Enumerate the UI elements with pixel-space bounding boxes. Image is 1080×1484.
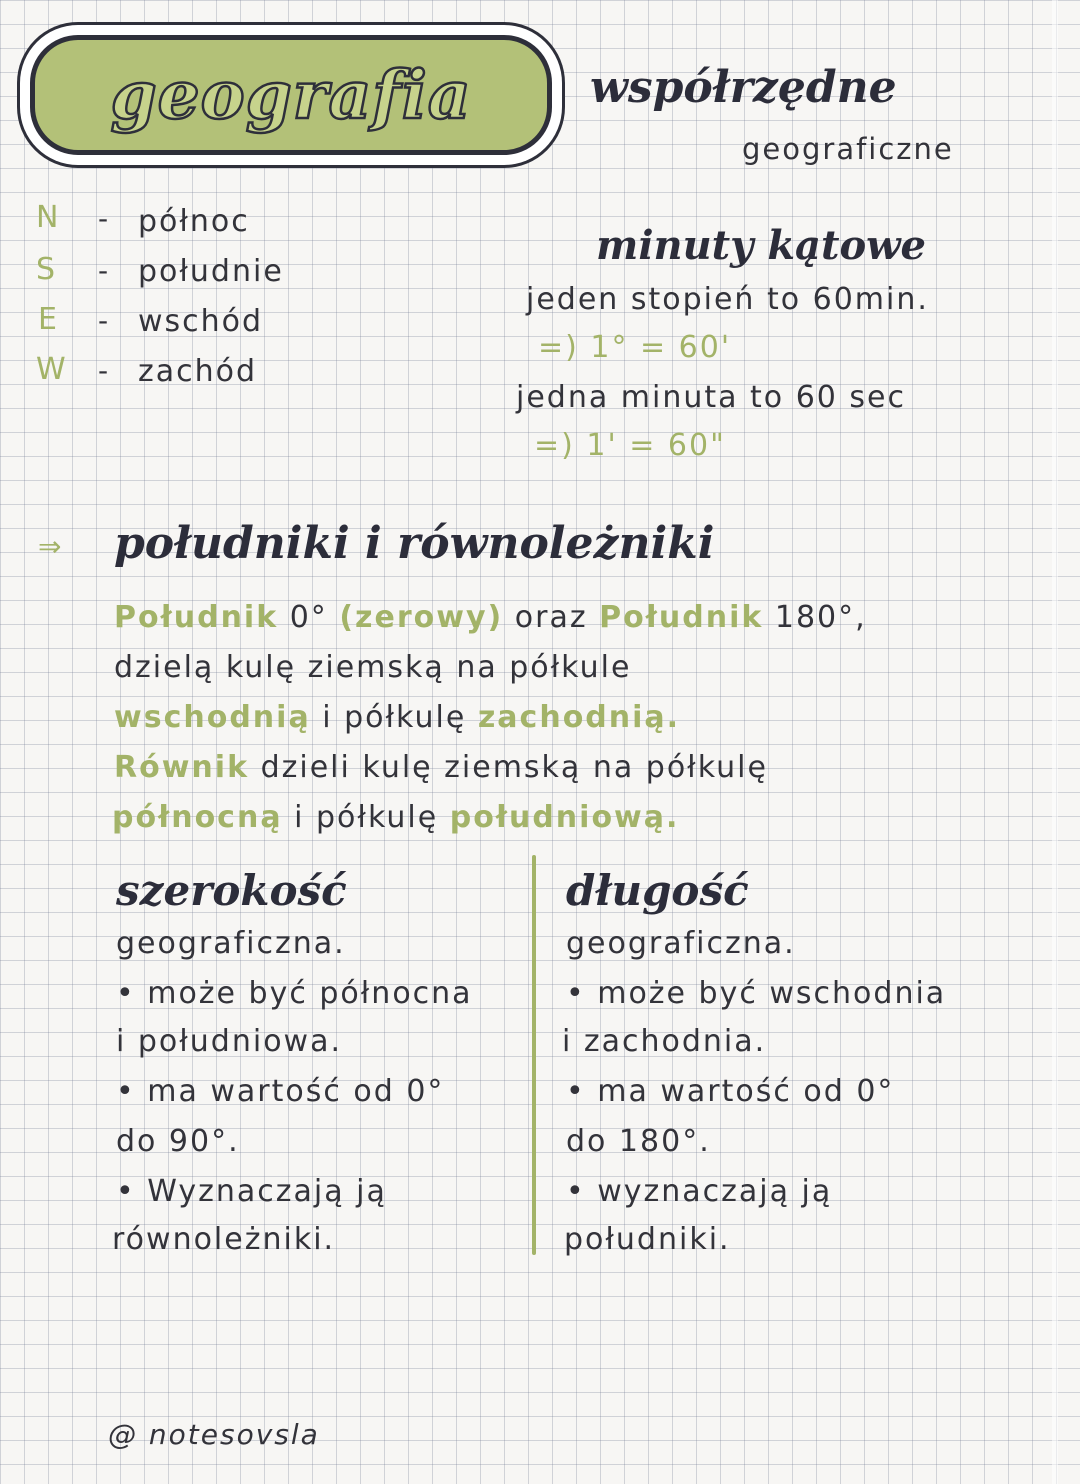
title-badge: [30, 35, 552, 155]
term-east: wschodnią: [114, 700, 311, 735]
longitude-line-6: • wyznaczają ją: [566, 1174, 833, 1209]
direction-dash: -: [98, 254, 109, 287]
longitude-line-3: i zachodnia.: [562, 1024, 767, 1059]
latitude-line-3: i południowa.: [116, 1024, 343, 1059]
direction-word: wschód: [138, 304, 264, 339]
conj-oraz: oraz: [514, 600, 588, 635]
direction-letter: N: [36, 200, 59, 235]
page-edge: [1052, 0, 1058, 1484]
term-west: zachodnią.: [477, 700, 681, 735]
text-half: i półkulę: [322, 700, 467, 735]
direction-word: zachód: [138, 354, 258, 389]
term-north: północną: [112, 800, 283, 835]
longitude-line-2: • może być wschodnia: [566, 976, 947, 1011]
term-zero: (zerowy): [339, 600, 504, 635]
latitude-heading: szerokość: [116, 866, 347, 915]
direction-item: [38, 302, 57, 337]
direction-dash: -: [98, 304, 109, 337]
meridian-zero: 0°: [289, 600, 328, 635]
meridians-heading: południki i równoleżniki: [114, 518, 715, 569]
term-meridian: Południk: [114, 600, 279, 635]
term-equator: Równik: [114, 750, 250, 785]
direction-item: [36, 352, 66, 387]
minutes-line-4: [534, 428, 726, 463]
direction-item: [36, 200, 58, 235]
direction-item: [36, 252, 55, 287]
meridian-180: 180°,: [774, 600, 867, 635]
minutes-line-3: jedna minuta to 60 sec: [516, 380, 906, 415]
direction-word: południe: [138, 254, 284, 289]
latitude-line-7: równoleżniki.: [112, 1222, 336, 1257]
direction-dash: -: [98, 202, 109, 235]
direction-word: północ: [138, 204, 250, 239]
minutes-heading: minuty kątowe: [596, 222, 926, 269]
coords-subheading: geograficzne: [742, 132, 954, 166]
meridians-line-5: [112, 800, 679, 835]
column-divider: [532, 855, 536, 1255]
term-meridian-2: Południk: [599, 600, 764, 635]
longitude-line-7: południki.: [564, 1222, 731, 1257]
equator-text: dzieli kulę ziemską na półkulę: [260, 750, 768, 785]
seconds-formula: =) 1' = 60": [534, 428, 726, 463]
direction-dash: -: [98, 354, 109, 387]
footer-credit: @ notesovsla: [108, 1418, 320, 1451]
coords-heading: współrzędne: [590, 62, 897, 113]
meridians-line-2: dzielą kulę ziemską na półkule: [114, 650, 632, 685]
text-hemisphere: półkulę: [316, 800, 439, 835]
arrow-icon: ⇒: [38, 530, 62, 563]
latitude-line-1: geograficzna.: [116, 926, 346, 961]
direction-letter: S: [36, 252, 56, 287]
minutes-line-2: [538, 330, 731, 365]
latitude-line-6: • Wyznaczają ją: [116, 1174, 387, 1209]
conj-i: i: [294, 800, 305, 835]
meridians-line-4: [114, 750, 768, 785]
minutes-formula: =) 1° = 60': [538, 330, 732, 365]
longitude-line-1: geograficzna.: [566, 926, 796, 961]
latitude-line-5: do 90°.: [116, 1124, 240, 1159]
minutes-line-1: jeden stopień to 60min.: [526, 282, 929, 317]
longitude-line-4: • ma wartość od 0°: [566, 1074, 895, 1109]
longitude-line-5: do 180°.: [566, 1124, 711, 1159]
latitude-line-2: • może być północna: [116, 976, 473, 1011]
meridians-line-1: [114, 600, 867, 635]
latitude-line-4: • ma wartość od 0°: [116, 1074, 445, 1109]
term-south: południową.: [449, 800, 680, 835]
direction-letter: E: [38, 302, 57, 337]
longitude-heading: długość: [566, 866, 749, 915]
meridians-line-3: [114, 700, 680, 735]
direction-letter: W: [36, 352, 66, 387]
page-title: geografia: [110, 56, 472, 134]
